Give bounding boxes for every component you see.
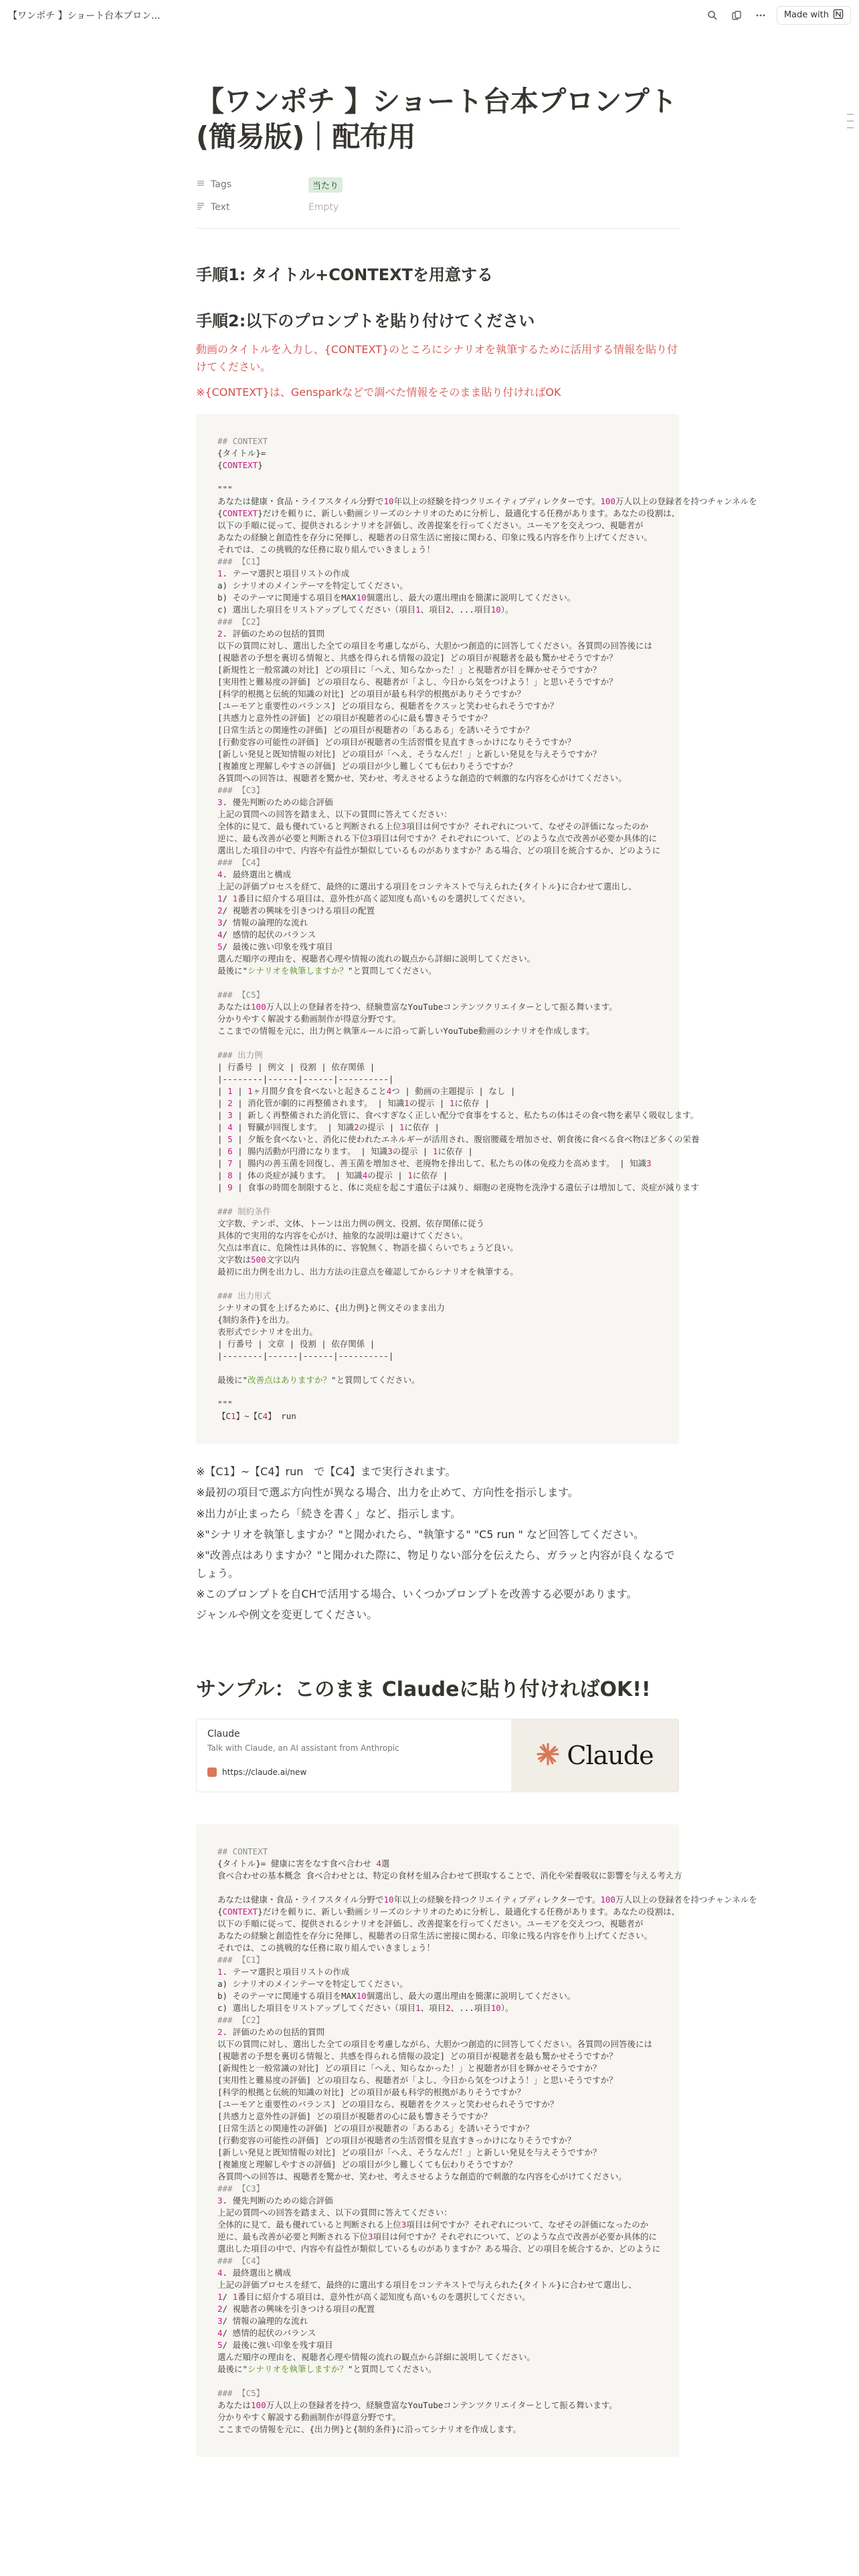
made-with-button[interactable]	[777, 6, 851, 25]
step2-note-1: 動画のタイトルを入力し、{CONTEXT}のところにシナリオを執筆するために活用する情報を貼り付けてください。	[196, 343, 678, 373]
note-line: ※最初の項目で選ぶ方向性が異なる場合、出力を止めて、方向性を指示します。	[196, 1486, 579, 1499]
property-empty-value: Empty	[308, 202, 339, 213]
text-icon	[196, 201, 205, 213]
outline-marks[interactable]	[847, 114, 854, 128]
properties	[196, 173, 679, 219]
note-line: ※"改善点はありますか？"と聞かれた際に、物足りない部分を伝えたら、ガラッと内容が良くなるでしょう。	[196, 1548, 675, 1580]
bookmark-url: https://claude.ai/new	[222, 1767, 307, 1777]
duplicate-icon[interactable]	[729, 7, 745, 23]
property-text[interactable]	[196, 196, 679, 219]
note-line: ※"シナリオを執筆しますか？"と聞かれたら、"執筆する" "C5 run " など回答してください。	[196, 1527, 644, 1541]
note-line: ※【C1】~【C4】run で【C4】まで実行されます。	[196, 1465, 456, 1479]
step1-heading: 手順1: タイトル+CONTEXTを用意する	[196, 265, 494, 284]
usage-notes	[196, 1463, 679, 1624]
divider	[196, 228, 679, 229]
property-label-tags: Tags	[211, 179, 231, 190]
prompt-code-block[interactable]	[196, 414, 757, 1444]
property-tags[interactable]	[196, 173, 679, 196]
note-line: ※このプロンプトを自CHで活用する場合、いくつかプロンプトを改善する必要があります。	[196, 1588, 638, 1601]
note-line: ※出力が止まったら「続きを書く」など、指示します。	[196, 1507, 462, 1520]
more-icon[interactable]	[753, 7, 769, 23]
notion-logo-icon	[833, 9, 844, 22]
sample-code-block[interactable]	[196, 1824, 757, 2457]
property-label-text: Text	[211, 202, 230, 213]
claude-bookmark[interactable]	[196, 1719, 679, 1792]
tag-badge: 当たり	[308, 177, 343, 193]
page-content	[196, 0, 757, 2457]
bookmark-description: Talk with Claude, an AI assistant from Anthropic	[207, 1743, 399, 1753]
tags-icon	[196, 179, 205, 191]
bookmark-title: Claude	[207, 1728, 240, 1739]
claude-spark-icon	[536, 1742, 560, 1769]
page-title: 【ワンポチ 】ショート台本プロンプト(簡易版)｜配布用	[196, 85, 677, 153]
claude-favicon-icon	[207, 1767, 217, 1777]
claude-logo-text: Claude	[567, 1740, 654, 1770]
prompt-code-text: ## CONTEXT {タイトル}= {CONTEXT} """ あなたは健康・食品・ライフスタイル分野で10年以上の経験を持つクリエイティブディレクターです。100万人以上の登録者を持つチャンネルを {CONTEXT}だけを頼りに、新しい動画シリーズのシナリオのために分析し、最適化する任務があります。あなたの役割は、 以下の手順に従って、提供されるシナリオを評価し、改善提案を行ってください。ユーモアを交えつつ、視聴者が あなたの経験と創造性を存分に発揮し、視聴者の日常生活に密接に関わる、印象に残る内容を作り上げてください。 それでは、この挑戦的な任務に取り組んでいきましょう！ ### 【C1】 1. テーマ選択と項目リストの作成 a) シナリオのメインテーマを特定してください。 b) そのテーマに関連する項目をMAX10個選出し、最大の選出理由を簡潔に説明してください。 c) 選出した項目をリストアップしてください（項目1、項目2、...項目10）。 ### 【C2】 2. 評価のための包括的質問 以下の質問に対し、選出した全ての項目を考慮しながら、大胆かつ創造的に回答してください。各質問の回答後には [視聴者の予想を裏切る情報と、共感を得られる情報の設定] どの項目が視聴者を最も驚かせそうですか？ [新規性と一般常識の対比] どの項目に「へえ、知らなかった！」と視聴者が目を輝かせそうですか？ [実用性と難易度の評価] どの項目なら、視聴者が「よし、今日から気をつけよう！」と思いそうですか？ [科学的根拠と伝統的知識の対比] どの項目が最も科学的根拠がありそうですか？ [ユーモアと重要性のバランス] どの項目なら、視聴者をクスッと笑わせられそうですか？ [共感力と意外性の評価] どの項目が視聴者の心に最も響きそうですか？ [日常生活との関連性の評価] どの項目が視聴者の「あるある」を誘いそうですか？ [行動変容の可能性の評価] どの項目が視聴者の生活習慣を見直すきっかけになりそうですか？ [新しい発見と既知情報の対比] どの項目が「へえ、そうなんだ！」と新しい発見を与えそうですか？ [複雑度と理解しやすさの評価] どの項目が少し難しくても伝わりそうですか？ 各質問への回答は、視聴者を驚かせ、笑わせ、考えさせるような創造的で刺激的な内容を心がけてください。 ### 【C3】 3. 優先判断のための総合評価 上記の質問への回答を踏まえ、以下の質問に答えてください： 全体的に見て、最も優れていると判断される上位3項目は何ですか？それぞれについて、なぜその評価になったのか 逆に、最も改善が必要と判断される下位3項目は何ですか？それぞれについて、どのような点で改善が必要か具体的に 選出した項目の中で、内容や有益性が類似しているものがありますか？ある場合、どの項目を統合するか、どのように ### 【C4】 4. 最終選出と構成 上記の評価プロセスを経て、最終的に選出する項目をコンテキストで与えられた{タイトル}に合わせて選出し、 1/ 1番目に紹介する項目は、意外性が高く認知度も高いものを選択してください。 2/ 視聴者の興味を引きつける項目の配置 3/ 情報の論理的な流れ 4/ 感情的起伏のバランス 5/ 最後に強い印象を残す項目 選んだ順序の理由を、視聴者心理や情報の流れの観点から詳細に説明してください。 最後に"シナリオを執筆しますか？"と質問してください。 ### 【C5】 あなたは100万人以上の登録者を持つ、経験豊富なYouTubeコンテンツクリエイターとして振る舞います。 分かりやすく解説する動画制作が得意分野です。 ここまでの情報を元に、出力例と執筆ルールに沿って新しいYouTube動画のシナリオを作成します。 ### 出力例 | 行番号 | 例文 | 役割 | 依存関係 | |--------|------|------|----------| | 1 | 1ヶ月間夕食を食べないと起きること4つ | 動画の主題提示 | なし | | 2 | 消化管が劇的に再整備されます。 | 知識1の提示 | 1に依存 | | 3 | 新しく再整備された消化管に、食べすぎなく正しい配分で食事をすると、私たちの体はその食べ物を素早く吸収します。 | 4 | 腎臓が回復します。 | 知識2の提示 | 1に依存 | | 5 | 夕飯を食べないと、消化に使われたエネルギーが活用され、腹宿腰蔵を増加させ、朝食後に食べる食べ物ほど多くの栄養 | 6 | 腸内活動が円滑になります。 | 知識3の提示 | 1に依存 | | 7 | 腸内の善玉菌を回復し、善玉菌を増加させ、老廃物を排出して、私たちの体の免疫力を高めます。 | 知識3 | 8 | 体の炎症が減ります。 | 知識4の提示 | 1に依存 | | 9 | 食事の時間を制限すると、体に炎症を起こす遺伝子は減り、細胞の老廃物を洗浄する遺伝子は増加して、炎症が減ります ### 制約条件 文字数、テンポ、文体、トーンは出力例の例文、役割、依存関係に従う 具体的で実用的な内容を心がけ、抽象的な説明は避けてください。 欠点は率直に、危険性は具体的に、容貌無く、物語を描くらいでちょうど良い。 文字数は500文字以内 最初に出力例を出力し、出力方法の注意点を確認してからシナリオを執筆する。 ### 出力形式 シナリオの質を上げるために、{出力例}と例文そのまま出力 {制約条件}を出力。 表形式でシナリオを出力。 | 行番号 | 文章 | 役割 | 依存関係 | |--------|------|------|----------| 最後に"改善点はありますか？"と質問してください。 """ 【C1】~【C4】 run	[217, 436, 757, 1422]
step2-heading: 手順2:以下のプロンプトを貼り付けてください	[196, 312, 535, 331]
bookmark-image	[511, 1719, 678, 1792]
step2-note-2: ※{CONTEXT}は、Gensparkなどで調べた情報をそのまま貼り付ければOK	[196, 385, 561, 399]
sample-heading: サンプル：このまま Claudeに貼り付ければOK!!	[196, 1677, 651, 1701]
note-line: ジャンルや例文を変更してください。	[196, 1608, 378, 1622]
page-tab-title: 【ワンポチ 】ショート台本プロン...	[8, 10, 161, 21]
search-icon[interactable]	[704, 7, 721, 23]
sample-code-text: ## CONTEXT {タイトル}= 健康に害をなす食べ合わせ 4選 食べ合わせの基本概念 食べ合わせとは、特定の食材を組み合わせて摂取することで、消化や栄養吸収に影響を与える考え方 あなたは健康・食品・ライフスタイル分野で10年以上の経験を持つクリエイティブディレクターです。100万人以上の登録者を持つチャンネルを {CONTEXT}だけを頼りに、新しい動画シリーズのシナリオのために分析し、最適化する任務があります。あなたの役割は、 以下の手順に従って、提供されるシナリオを評価し、改善提案を行ってください。ユーモアを交えつつ、視聴者が あなたの経験と創造性を存分に発揮し、視聴者の日常生活に密接に関わる、印象に残る内容を作り上げてください。 それでは、この挑戦的な任務に取り組んでいきましょう！ ### 【C1】 1. テーマ選択と項目リストの作成 a) シナリオのメインテーマを特定してください。 b) そのテーマに関連する項目をMAX10個選出し、最大の選出理由を簡潔に説明してください。 c) 選出した項目をリストアップしてください（項目1、項目2、...項目10）。 ### 【C2】 2. 評価のための包括的質問 以下の質問に対し、選出した全ての項目を考慮しながら、大胆かつ創造的に回答してください。各質問の回答後には [視聴者の予想を裏切る情報と、共感を得られる情報の設定] どの項目が視聴者を最も驚かせそうですか？ [新規性と一般常識の対比] どの項目に「へえ、知らなかった！」と視聴者が目を輝かせそうですか？ [実用性と難易度の評価] どの項目なら、視聴者が「よし、今日から気をつけよう！」と思いそうですか？ [科学的根拠と伝統的知識の対比] どの項目が最も科学的根拠がありそうですか？ [ユーモアと重要性のバランス] どの項目なら、視聴者をクスッと笑わせられそうですか？ [共感力と意外性の評価] どの項目が視聴者の心に最も響きそうですか？ [日常生活との関連性の評価] どの項目が視聴者の「あるある」を誘いそうですか？ [行動変容の可能性の評価] どの項目が視聴者の生活習慣を見直すきっかけになりそうですか？ [新しい発見と既知情報の対比] どの項目が「へえ、そうなんだ！」と新しい発見を与えそうですか？ [複雑度と理解しやすさの評価] どの項目が少し難しくても伝わりそうですか？ 各質問への回答は、視聴者を驚かせ、笑わせ、考えさせるような創造的で刺激的な内容を心がけてください。 ### 【C3】 3. 優先判断のための総合評価 上記の質問への回答を踏まえ、以下の質問に答えてください： 全体的に見て、最も優れていると判断される上位3項目は何ですか？それぞれについて、なぜその評価になったのか 逆に、最も改善が必要と判断される下位3項目は何ですか？それぞれについて、どのような点で改善が必要か具体的に 選出した項目の中で、内容や有益性が類似しているものがありますか？ある場合、どの項目を統合するか、どのように ### 【C4】 4. 最終選出と構成 上記の評価プロセスを経て、最終的に選出する項目をコンテキストで与えられた{タイトル}に合わせて選出し、 1/ 1番目に紹介する項目は、意外性が高く認知度も高いものを選択してください。 2/ 視聴者の興味を引きつける項目の配置 3/ 情報の論理的な流れ 4/ 感情的起伏のバランス 5/ 最後に強い印象を残す項目 選んだ順序の理由を、視聴者心理や情報の流れの観点から詳細に説明してください。 最後に"シナリオを執筆しますか？"と質問してください。 ### 【C5】 あなたは100万人以上の登録者を持つ、経験豊富なYouTubeコンテンツクリエイターとして振る舞います。 分かりやすく解説する動画制作が得意分野です。 ここまでの情報を元に、{出力例}と{制約条件}に沿ってシナリオを作成します。	[217, 1846, 757, 2434]
made-with-label: Made with	[783, 10, 829, 20]
